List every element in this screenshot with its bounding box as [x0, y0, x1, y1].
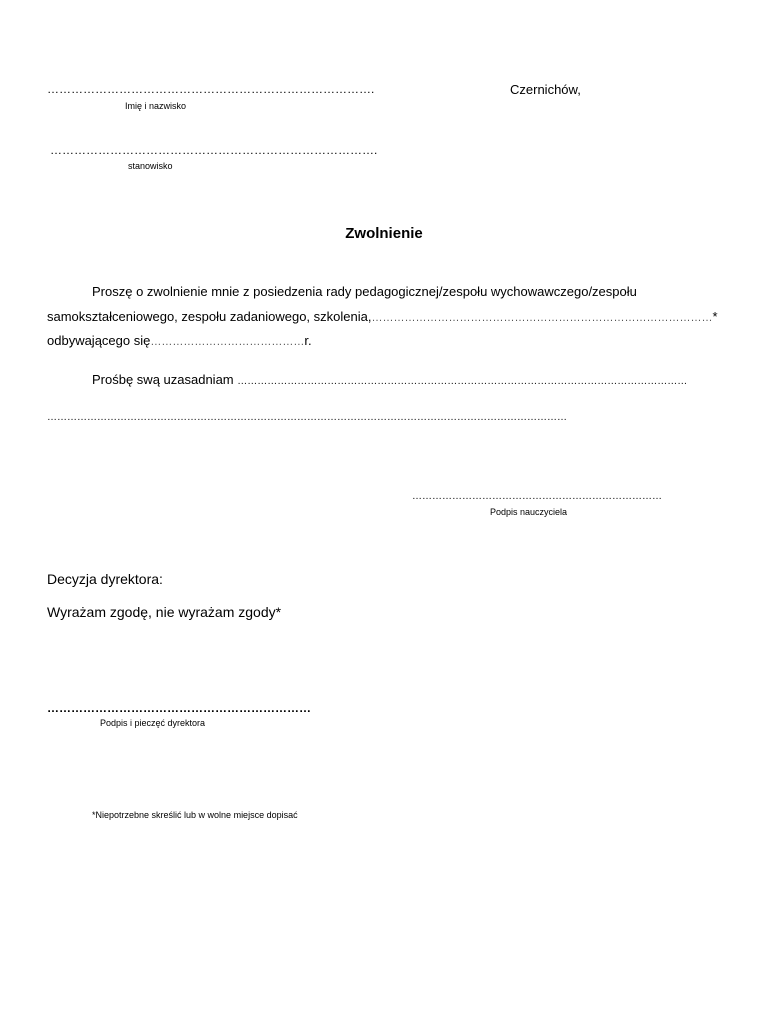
decision-label: Decyzja dyrektora: [47, 571, 163, 587]
director-signature-caption: Podpis i pieczęć dyrektora [100, 718, 206, 728]
request-line-3 [47, 333, 312, 348]
name-line: ………………………………………………………………………. [47, 82, 375, 96]
position-caption: stanowisko [128, 161, 173, 171]
teacher-signature-caption: Podpis nauczyciela [490, 507, 568, 517]
request-line-2-dots: ………………………………………………………………………………… [371, 312, 713, 324]
request-line-2-asterisk: * [712, 309, 718, 324]
request-line-3-end: r. [304, 333, 312, 348]
director-signature-line: ………………………………………………………… [47, 701, 311, 715]
teacher-signature-line: ………………………………………………………………… [412, 491, 662, 502]
reason-dots-line-2: ………………………………………………………………………………………………………………………………………… [47, 412, 567, 423]
city-label: Czernichów, [510, 82, 581, 97]
request-line-2-text: samokształceniowego, zespołu zadaniowego, szkolenia, [47, 309, 372, 324]
request-line-2 [47, 309, 718, 324]
reason-label: Prośbę swą uzasadniam [92, 372, 234, 387]
position-line: ………………………………………………………………………. [50, 143, 378, 157]
reason-line [92, 372, 687, 387]
request-line-3-dots: …………………………………… [150, 336, 305, 348]
decision-options: Wyrażam zgodę, nie wyrażam zgody* [47, 604, 282, 620]
reason-dots: ……………………………………………………………………………………………………………………… [237, 376, 688, 387]
name-caption: Imię i nazwisko [125, 101, 187, 111]
footnote: *Niepotrzebne skreślić lub w wolne miejsce dopisać [92, 810, 298, 820]
request-line-1: Proszę o zwolnienie mnie z posiedzenia rady pedagogicznej/zespołu wychowawczego/zespołu [92, 284, 637, 299]
request-line-3-text: odbywającego się [47, 333, 151, 348]
document-title: Zwolnienie [345, 225, 423, 242]
